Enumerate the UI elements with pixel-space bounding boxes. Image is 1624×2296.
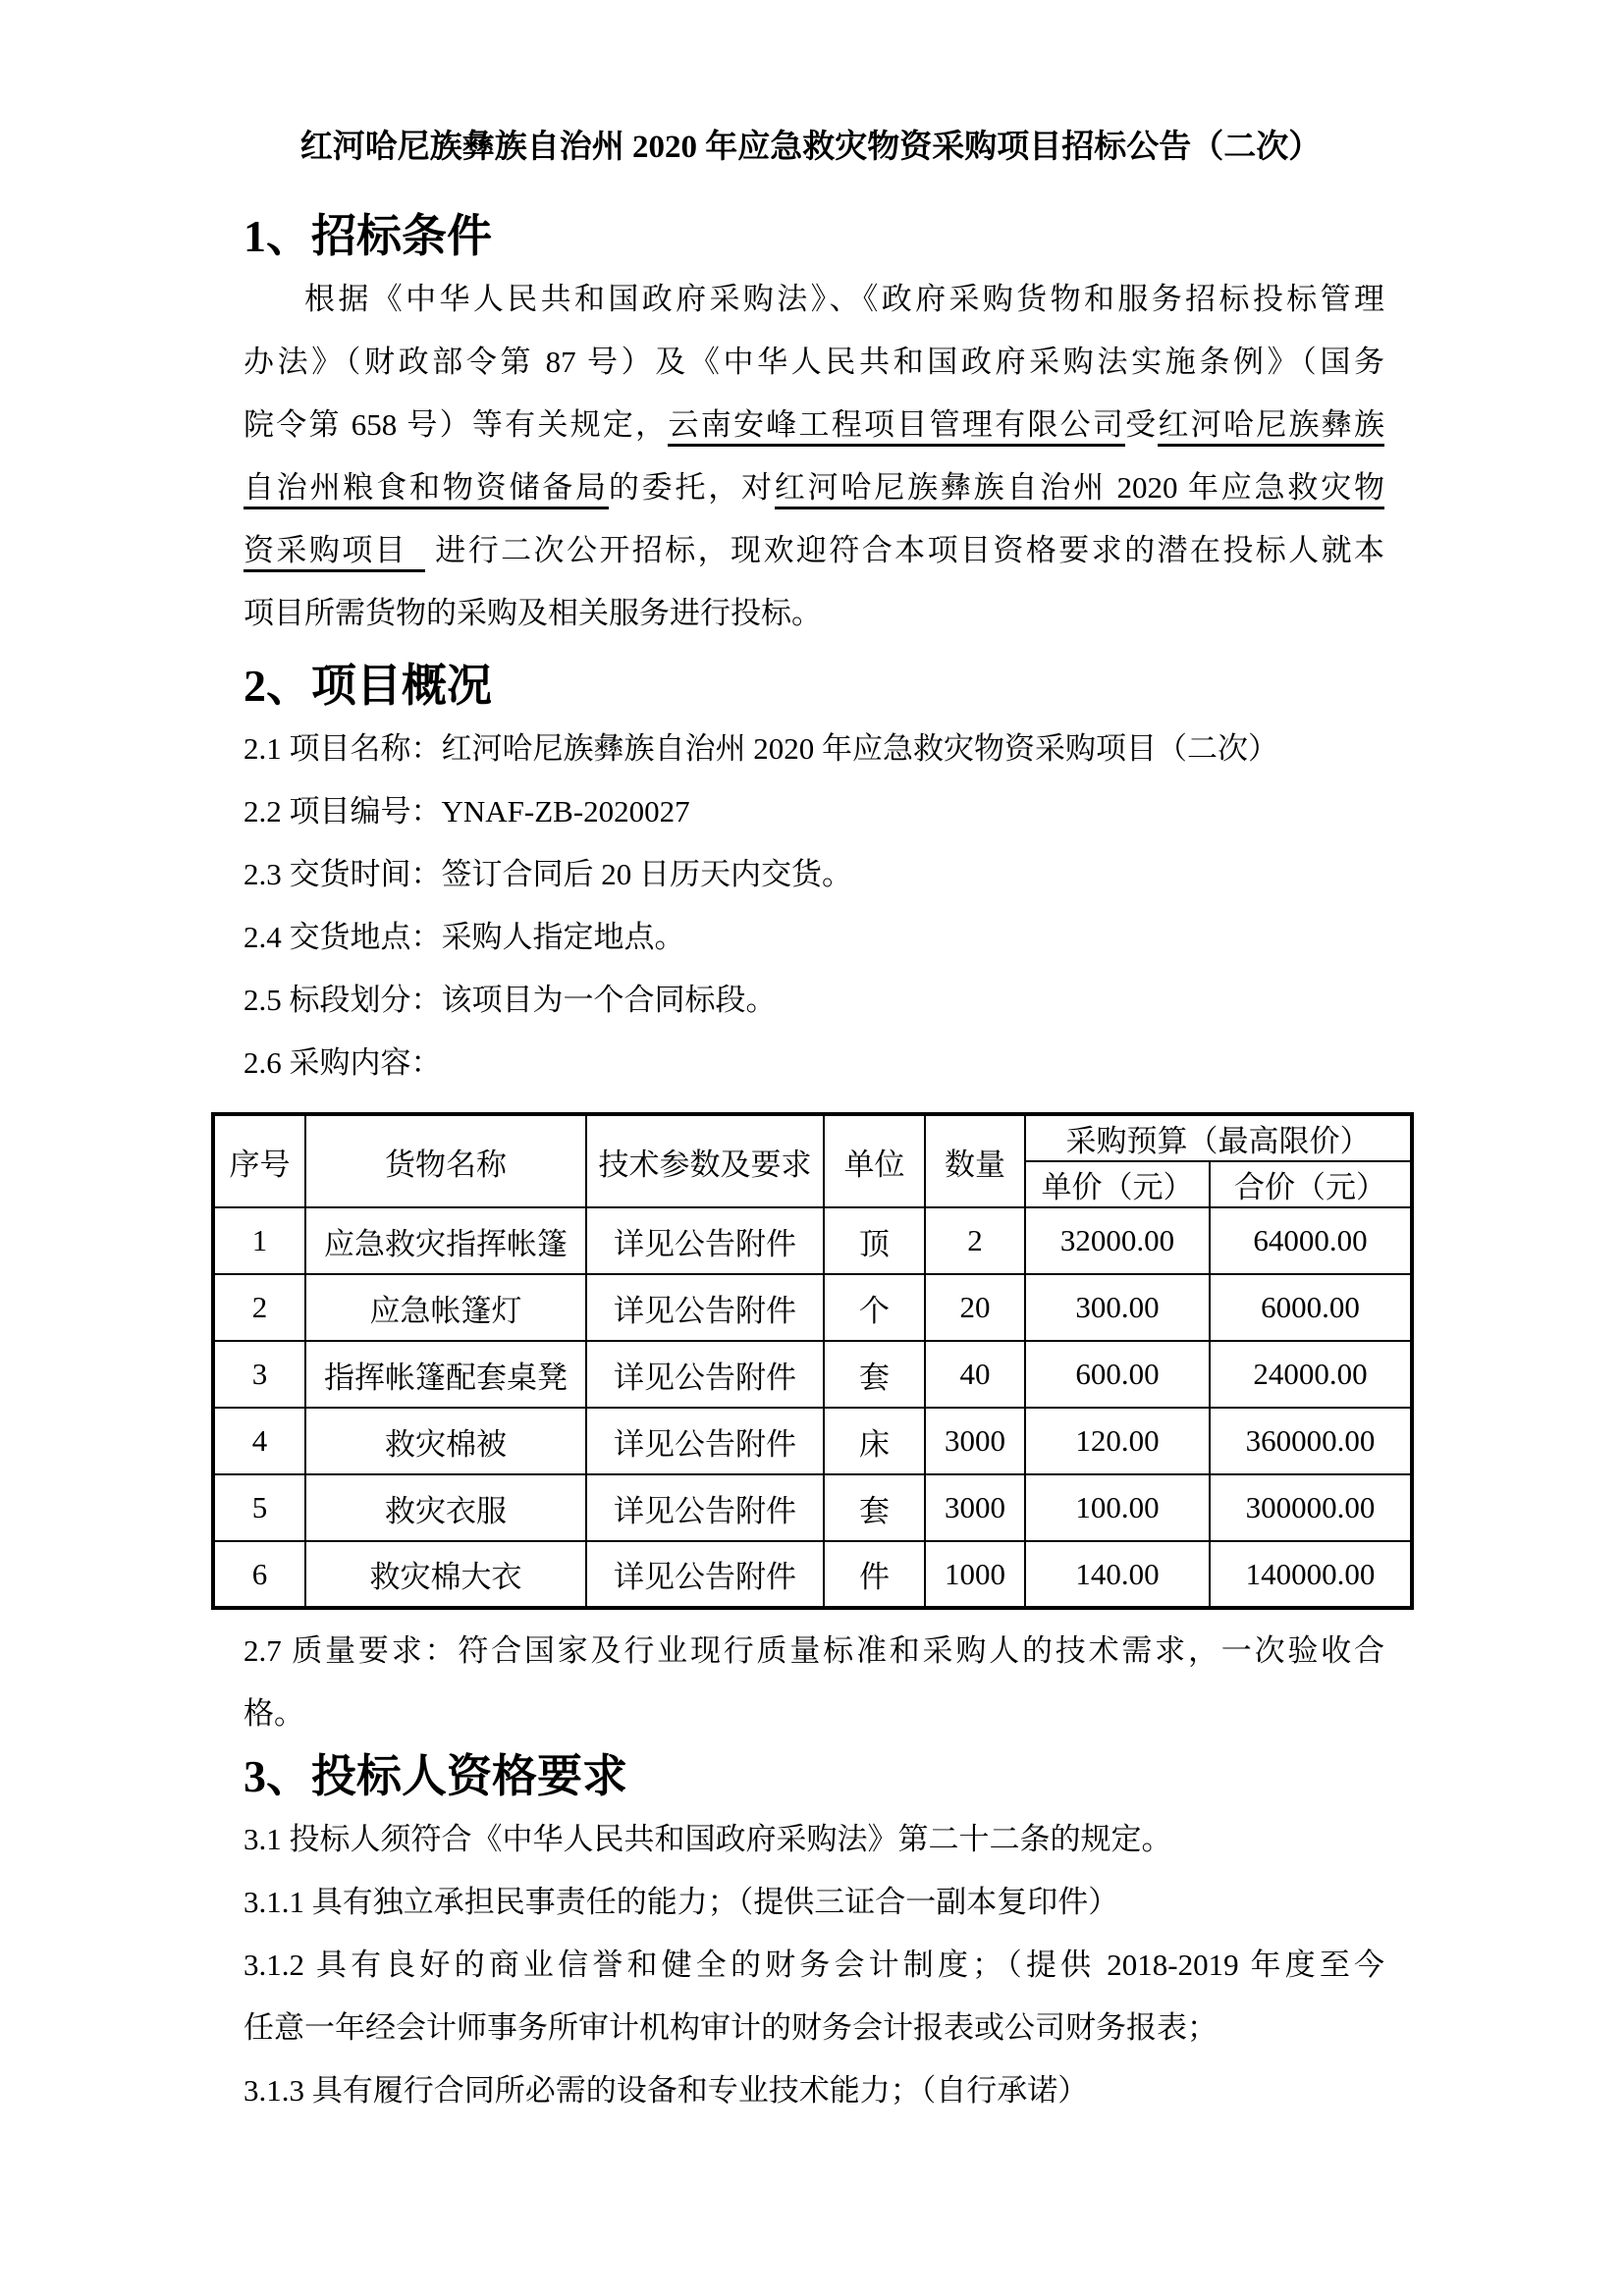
item-3-1-3: 3.1.3 具有履行合同所必需的设备和专业技术能力；（自行承诺）	[244, 2073, 1089, 2108]
intro-seg-2-1: 办法》（财政部令第 87 号）及《中华人民共和国政府采购法实施条例》（国务	[244, 345, 1384, 379]
cell-unit-price: 32000.00	[1025, 1207, 1210, 1274]
cell-seq: 2	[213, 1274, 305, 1341]
item-2-6: 2.6 采购内容：	[244, 1045, 442, 1080]
table-row	[213, 1274, 1412, 1341]
cell-unit-price: 300.00	[1025, 1274, 1210, 1341]
intro-line-5	[244, 519, 1384, 582]
item-2-7-line-1: 2.7 质量要求：符合国家及行业现行质量标准和采购人的技术需求，一次验收合	[244, 1633, 1384, 1668]
cell-unit: 件	[824, 1541, 925, 1608]
item-2-5: 2.5 标段划分：该项目为一个合同标段。	[244, 983, 777, 1017]
intro-line-1	[244, 268, 1384, 331]
section-2-heading: 2、项目概况	[244, 661, 492, 711]
item-3-1-2-line-1: 3.1.2 具有良好的商业信誉和健全的财务会计制度；（提供 2018-2019 年度至今	[244, 1948, 1384, 1982]
cell-unit-price: 120.00	[1025, 1408, 1210, 1474]
item-3-1: 3.1 投标人须符合《中华人民共和国政府采购法》第二十二条的规定。	[244, 1822, 1172, 1856]
table-row	[213, 1474, 1412, 1541]
table-row	[213, 1341, 1412, 1408]
col-header-budget: 采购预算（最高限价）	[1025, 1114, 1412, 1161]
cell-spec: 详见公告附件	[586, 1408, 824, 1474]
col-header-total-price: 合价（元）	[1210, 1161, 1412, 1207]
intro-seg-5-2: 进行二次公开招标，现欢迎符合本项目资格要求的潜在投标人就本	[435, 533, 1385, 567]
intro-line-4	[244, 456, 1384, 519]
cell-total-price: 140000.00	[1210, 1541, 1412, 1608]
cell-seq: 3	[213, 1341, 305, 1408]
col-header-qty: 数量	[925, 1114, 1025, 1207]
cell-name: 指挥帐篷配套桌凳	[305, 1341, 586, 1408]
cell-spec: 详见公告附件	[586, 1341, 824, 1408]
intro-line-6: 项目所需货物的采购及相关服务进行投标。	[244, 596, 822, 630]
body-text-zone	[244, 205, 1384, 1095]
item-3-1-2-line-2: 任意一年经会计师事务所审计机构审计的财务会计报表或公司财务报表；	[244, 2010, 1218, 2045]
cell-total-price: 300000.00	[1210, 1474, 1412, 1541]
cell-unit-price: 600.00	[1025, 1341, 1210, 1408]
cell-total-price: 6000.00	[1210, 1274, 1412, 1341]
col-header-unit-price: 单价（元）	[1025, 1161, 1210, 1207]
item-2-3: 2.3 交货时间：签订合同后 20 日历天内交货。	[244, 857, 852, 891]
section-1-heading: 1、招标条件	[244, 211, 492, 261]
cell-spec: 详见公告附件	[586, 1474, 824, 1541]
cell-spec: 详见公告附件	[586, 1207, 824, 1274]
cell-qty: 20	[925, 1274, 1025, 1341]
cell-unit: 套	[824, 1341, 925, 1408]
cell-qty: 3000	[925, 1408, 1025, 1474]
project-name-underlined-part1: 红河哈尼族彝族自治州 2020 年应急救灾物	[775, 470, 1384, 509]
cell-unit-price: 100.00	[1025, 1474, 1210, 1541]
cell-qty: 1000	[925, 1541, 1025, 1608]
table-row	[213, 1207, 1412, 1274]
table-row	[213, 1408, 1412, 1474]
cell-seq: 4	[213, 1408, 305, 1474]
cell-seq: 1	[213, 1207, 305, 1274]
cell-seq: 6	[213, 1541, 305, 1608]
procurement-table-wrap	[211, 1112, 1410, 1610]
item-2-4: 2.4 交货地点：采购人指定地点。	[244, 920, 685, 954]
cell-unit: 顶	[824, 1207, 925, 1274]
cell-name: 应急救灾指挥帐篷	[305, 1207, 586, 1274]
cell-name: 救灾棉大衣	[305, 1541, 586, 1608]
cell-total-price: 64000.00	[1210, 1207, 1412, 1274]
col-header-seq: 序号	[213, 1114, 305, 1207]
cell-unit: 床	[824, 1408, 925, 1474]
cell-name: 救灾衣服	[305, 1474, 586, 1541]
section-3-heading: 3、投标人资格要求	[244, 1751, 627, 1801]
purchaser-name-underlined-part1: 红河哈尼族彝族	[1158, 407, 1384, 447]
cell-name: 救灾棉被	[305, 1408, 586, 1474]
project-name-underlined-part2: 资采购项目	[244, 533, 425, 572]
cell-qty: 3000	[925, 1474, 1025, 1541]
purchaser-name-underlined-part2: 自治州粮食和物资储备局	[244, 470, 609, 509]
table-row	[213, 1541, 1412, 1608]
intro-seg-4-2: 的委托，对	[608, 470, 775, 505]
intro-seg-1-1: 根据《中华人民共和国政府采购法》、《政府采购货物和服务招标投标管理	[304, 282, 1384, 316]
cell-total-price: 360000.00	[1210, 1408, 1412, 1474]
agency-name-underlined: 云南安峰工程项目管理有限公司	[668, 407, 1125, 447]
cell-unit: 个	[824, 1274, 925, 1341]
cell-name: 应急帐篷灯	[305, 1274, 586, 1341]
procurement-table	[211, 1112, 1414, 1610]
cell-total-price: 24000.00	[1210, 1341, 1412, 1408]
intro-line-2	[244, 331, 1384, 394]
item-2-2: 2.2 项目编号：YNAF-ZB-2020027	[244, 794, 690, 828]
cell-qty: 2	[925, 1207, 1025, 1274]
col-header-unit: 单位	[824, 1114, 925, 1207]
col-header-spec: 技术参数及要求	[586, 1114, 824, 1207]
cell-qty: 40	[925, 1341, 1025, 1408]
intro-line-3	[244, 394, 1384, 456]
item-2-1: 2.1 项目名称：红河哈尼族彝族自治州 2020 年应急救灾物资采购项目（二次）	[244, 731, 1278, 766]
cell-unit: 套	[824, 1474, 925, 1541]
body-text-zone-lower	[244, 1620, 1384, 2122]
cell-seq: 5	[213, 1474, 305, 1541]
item-3-1-1: 3.1.1 具有独立承担民事责任的能力；（提供三证合一副本复印件）	[244, 1885, 1119, 1919]
cell-spec: 详见公告附件	[586, 1274, 824, 1341]
col-header-name: 货物名称	[305, 1114, 586, 1207]
cell-spec: 详见公告附件	[586, 1541, 824, 1608]
intro-seg-3-1: 院令第 658 号）等有关规定，	[244, 407, 669, 442]
cell-unit-price: 140.00	[1025, 1541, 1210, 1608]
item-2-7-line-2: 格。	[244, 1696, 304, 1731]
page-title: 红河哈尼族彝族自治州 2020 年应急救灾物资采购项目招标公告（二次）	[299, 130, 1322, 165]
intro-seg-3-3: 受	[1125, 407, 1159, 442]
